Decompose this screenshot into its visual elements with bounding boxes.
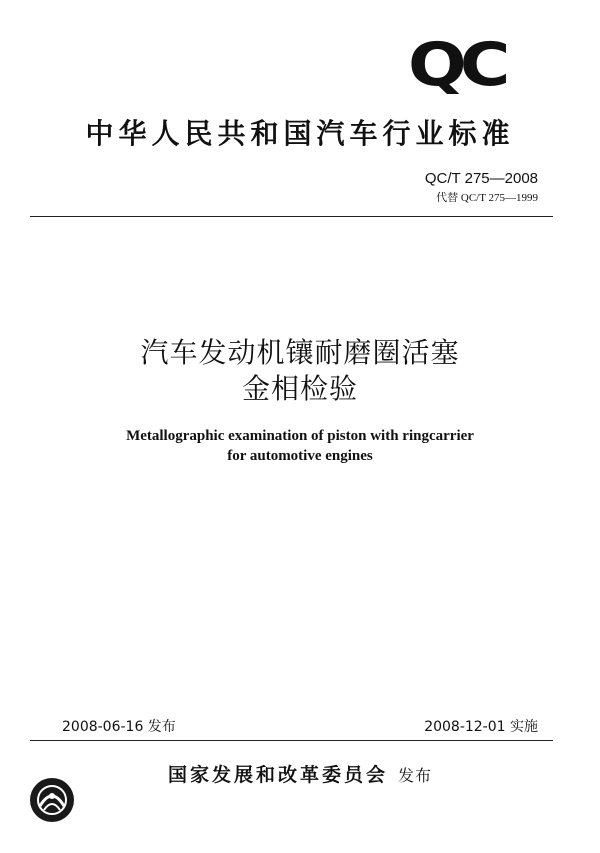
publish-date: 2008-06-16 发布 xyxy=(62,719,176,735)
chinese-title-line-2: 金相检验 xyxy=(241,372,358,405)
english-title-line-2: for automotive engines xyxy=(227,448,373,464)
standard-number: QC/T 275—2008 xyxy=(424,170,538,187)
publisher-suffix: 发布 xyxy=(398,766,433,785)
footer-divider xyxy=(30,740,553,741)
chinese-title-line-1: 汽车发动机镶耐磨圈活塞 xyxy=(140,336,460,369)
effective-date: 2008-12-01 实施 xyxy=(424,719,538,735)
publisher-name: 国家发展和改革委员会 xyxy=(167,764,388,786)
standard-category-title: 中华人民共和国汽车行业标准 xyxy=(85,117,515,150)
qc-logo: QC xyxy=(408,30,504,100)
replaces-standard: 代替 QC/T 275—1999 xyxy=(436,192,538,204)
english-title-line-1: Metallographic examination of piston with ringcarrier xyxy=(126,428,474,444)
header-divider xyxy=(30,216,553,217)
publisher-line xyxy=(0,760,600,787)
